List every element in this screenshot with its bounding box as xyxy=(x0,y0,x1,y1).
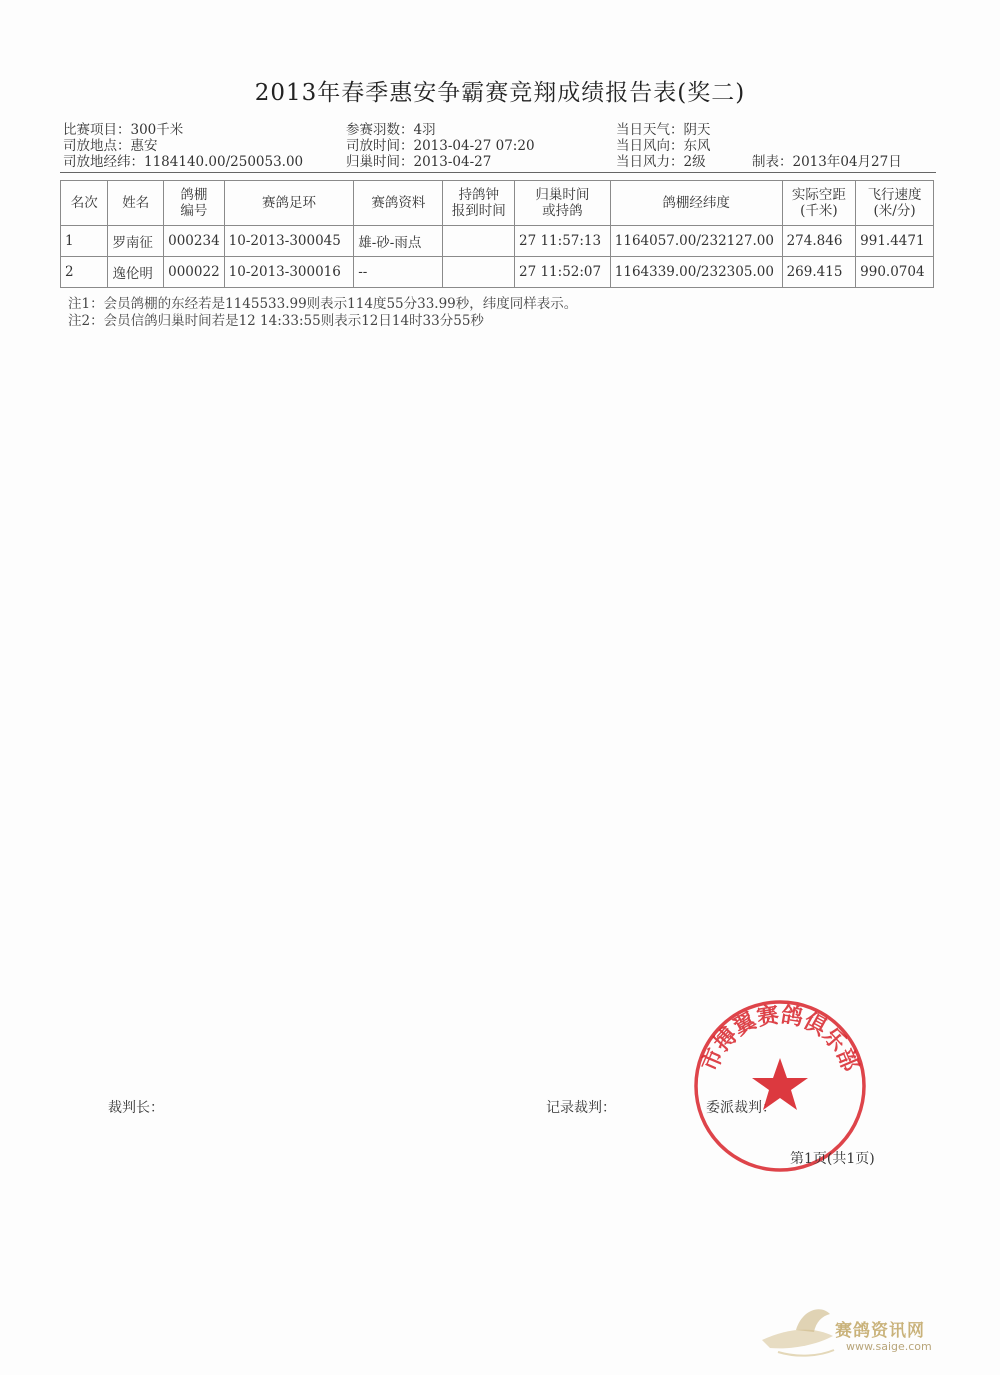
header-line: 实际空距 xyxy=(791,187,846,203)
header-loft-id xyxy=(164,181,225,226)
cell-bird-info: 雄-砂-雨点 xyxy=(354,226,443,257)
header-line: 或持鸽 xyxy=(542,203,583,219)
header-line: 编号 xyxy=(180,203,208,219)
header-loft-coordinates xyxy=(610,181,782,226)
header-line: 报到时间 xyxy=(451,203,506,219)
release-time: 司放时间：2013-04-27 07:20 xyxy=(346,138,535,154)
notes xyxy=(68,296,577,330)
header-speed xyxy=(856,181,934,226)
header-line: 鸽棚经纬度 xyxy=(662,195,730,211)
info-column-2 xyxy=(346,122,535,170)
cell-bird-info: -- xyxy=(354,257,443,288)
header-clock-report-time xyxy=(443,181,515,226)
watermark-url: www.saige.com xyxy=(846,1340,932,1353)
cell-loft-coordinates: 1164057.00/232127.00 xyxy=(610,226,782,257)
header-return-time xyxy=(515,181,611,226)
header-line: 鸽棚 xyxy=(180,187,208,203)
cell-speed: 990.0704 xyxy=(856,257,934,288)
table-row xyxy=(61,226,934,257)
info-column-3 xyxy=(616,122,711,170)
recording-referee-label: 记录裁判： xyxy=(546,1100,616,1116)
header-line: 持鸽钟 xyxy=(458,187,499,203)
results-table xyxy=(60,180,934,288)
cell-return-time: 27 11:52:07 xyxy=(515,257,611,288)
cell-return-time: 27 11:57:13 xyxy=(515,226,611,257)
cell-rank: 2 xyxy=(61,257,108,288)
header-line: (千米) xyxy=(800,203,838,219)
release-location: 司放地点：惠安 xyxy=(63,138,158,154)
cell-name: 罗南征 xyxy=(108,226,164,257)
return-date: 归巢时间：2013-04-27 xyxy=(346,154,492,170)
wind-direction: 当日风向：东风 xyxy=(616,138,711,154)
weather: 当日天气：阴天 xyxy=(616,122,711,138)
stamp-star-icon xyxy=(752,1058,808,1110)
table-row xyxy=(61,257,934,288)
header-bird-info xyxy=(354,181,443,226)
header-line: 赛鸽足环 xyxy=(261,195,316,211)
release-coordinates: 司放地经纬：1184140.00/250053.00 xyxy=(63,154,304,170)
header-name xyxy=(108,181,164,226)
header-line: 姓名 xyxy=(122,195,150,211)
cell-loft-coordinates: 1164339.00/232305.00 xyxy=(610,257,782,288)
report-title: 2013年春季惠安争霸赛竞翔成绩报告表(奖二) xyxy=(254,80,746,106)
race-distance: 比赛项目：300千米 xyxy=(63,122,184,138)
dispatched-referee-label: 委派裁判： xyxy=(706,1100,776,1116)
cell-distance: 274.846 xyxy=(782,226,856,257)
page-number: 第1页(共1页) xyxy=(790,1151,875,1167)
top-rule xyxy=(60,172,936,173)
cell-speed: 991.4471 xyxy=(856,226,934,257)
chief-referee-label: 裁判长： xyxy=(108,1100,164,1116)
note-2: 注2：会员信鸽归巢时间若是12 14:33:55则表示12日14时33分55秒 xyxy=(68,313,484,329)
cell-clock-report-time xyxy=(443,257,515,288)
header-line: 名次 xyxy=(70,195,98,211)
cell-loft-id: 000022 xyxy=(164,257,225,288)
wind-force: 当日风力：2级 xyxy=(616,154,706,170)
header-distance xyxy=(782,181,856,226)
cell-clock-report-time xyxy=(443,226,515,257)
info-column-1 xyxy=(63,122,303,170)
cell-ring-number: 10-2013-300045 xyxy=(224,226,354,257)
cell-name: 逸伦明 xyxy=(108,257,164,288)
header-line: 归巢时间 xyxy=(535,187,590,203)
header-ring-number xyxy=(224,181,354,226)
table-header-row xyxy=(61,181,934,226)
header-line: (米/分) xyxy=(873,203,916,219)
bird-count: 参赛羽数：4羽 xyxy=(346,122,436,138)
cell-rank: 1 xyxy=(61,226,108,257)
cell-loft-id: 000234 xyxy=(164,226,225,257)
cell-ring-number: 10-2013-300016 xyxy=(224,257,354,288)
cell-distance: 269.415 xyxy=(782,257,856,288)
table-body xyxy=(61,226,934,288)
note-1: 注1：会员鸽棚的东经若是1145533.99则表示114度55分33.99秒，纬度同样表示。 xyxy=(68,296,578,312)
made-date: 制表：2013年04月27日 xyxy=(752,154,902,170)
header-rank xyxy=(61,181,108,226)
watermark-text: 赛鸽资讯网 xyxy=(835,1321,925,1341)
header-line: 飞行速度 xyxy=(867,187,922,203)
stamp-text: 市搏翼赛鸽俱乐部 xyxy=(697,1002,863,1076)
header-line: 赛鸽资料 xyxy=(371,195,426,211)
